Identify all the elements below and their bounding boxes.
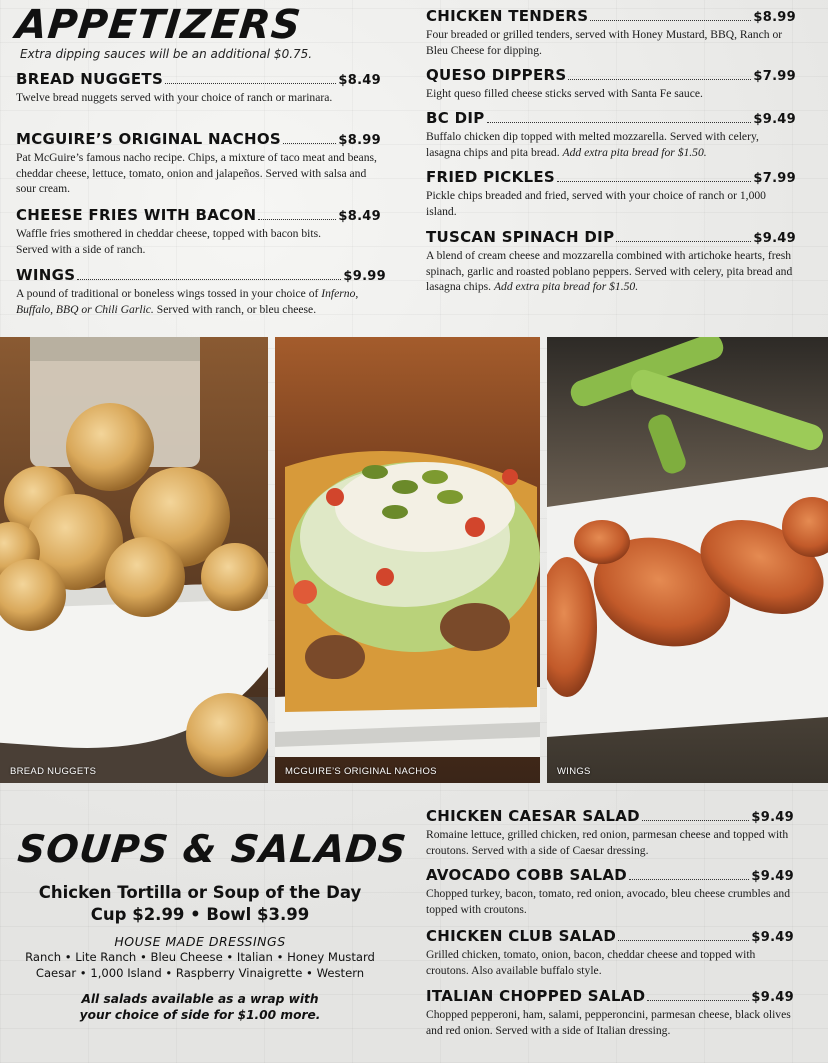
- soup-block: [0, 882, 400, 1023]
- item-description: Pickle chips breaded and fried, served with your choice of ranch or 1,000 island.: [426, 189, 766, 218]
- dipping-sauce-note: Extra dipping sauces will be an additional $0.75.: [20, 47, 313, 61]
- item-name: CHEESE FRIES WITH BACON: [16, 206, 257, 224]
- dot-leader: [647, 1000, 749, 1001]
- item-description: Eight queso filled cheese sticks served with Santa Fe sauce.: [426, 87, 703, 100]
- item-name: FRIED PICKLES: [426, 168, 556, 186]
- menu-item-chicken-caesar-salad: [426, 807, 794, 858]
- item-name: BC DIP: [426, 109, 485, 127]
- item-description: Romaine lettuce, grilled chicken, red onion, parmesan cheese and topped with croutons. Served with a side of Caesar dressing.: [426, 828, 789, 857]
- dot-leader: [283, 143, 336, 144]
- dot-leader: [557, 181, 751, 182]
- menu-item-bread-nuggets: [16, 70, 381, 106]
- item-name: AVOCADO COBB SALAD: [426, 866, 628, 884]
- wings-illustration: [547, 337, 828, 783]
- item-name: TUSCAN SPINACH DIP: [426, 228, 615, 246]
- item-price: $8.99: [338, 133, 381, 148]
- item-description-extra: Add extra pita bread for $1.50.: [562, 145, 707, 159]
- dot-leader: [165, 83, 336, 84]
- menu-item-bc-dip: [426, 109, 796, 160]
- dot-leader: [618, 940, 749, 941]
- item-price: $9.49: [753, 231, 796, 246]
- item-description: Grilled chicken, tomato, onion, bacon, cheddar cheese and topped with croutons. Also available buffalo style.: [426, 948, 756, 977]
- dot-leader: [616, 241, 751, 242]
- dot-leader: [77, 279, 341, 280]
- item-description: Waffle fries smothered in cheddar cheese, topped with bacon bits. Served with a side of ranch.: [16, 227, 322, 256]
- item-description-tail: Served with ranch, or bleu cheese.: [153, 302, 317, 316]
- item-description-main: A pound of traditional or boneless wings tossed in your choice of: [16, 287, 319, 300]
- item-price: $9.49: [751, 869, 794, 884]
- menu-item-nachos: [16, 130, 381, 197]
- menu-item-cheese-fries: [16, 206, 381, 257]
- bread-nuggets-illustration: [0, 337, 268, 783]
- item-price: $8.99: [753, 10, 796, 25]
- item-name: BREAD NUGGETS: [16, 70, 164, 88]
- item-description: Four breaded or grilled tenders, served with Honey Mustard, BBQ, Ranch or Bleu Cheese for dipping.: [426, 28, 783, 57]
- dot-leader: [258, 219, 336, 220]
- item-description: Chopped turkey, bacon, tomato, red onion, avocado, bleu cheese crumbles and topped with croutons.: [426, 887, 791, 916]
- menu-item-italian-chopped-salad: [426, 987, 794, 1038]
- item-price: $9.99: [343, 269, 386, 284]
- item-name: CHICKEN TENDERS: [426, 7, 589, 25]
- item-name: CHICKEN CLUB SALAD: [426, 927, 617, 945]
- item-description: Chopped pepperoni, ham, salami, pepperoncini, parmesan cheese, black olives and red onion. Served with a side of Italian dressing.: [426, 1008, 791, 1037]
- dressings-line-1: Ranch • Lite Ranch • Bleu Cheese • Italian • Honey Mustard: [25, 950, 375, 964]
- dot-leader: [568, 79, 751, 80]
- nachos-photo: [275, 337, 540, 783]
- wings-photo: [547, 337, 828, 783]
- item-price: $7.99: [753, 171, 796, 186]
- item-description: [16, 286, 386, 317]
- photo-caption: BREAD NUGGETS: [10, 766, 97, 777]
- photo-caption: MCGUIRE’S ORIGINAL NACHOS: [285, 766, 437, 777]
- item-price: $9.49: [751, 930, 794, 945]
- item-description: [426, 248, 796, 295]
- dot-leader: [642, 820, 749, 821]
- dot-leader: [629, 879, 749, 880]
- menu-item-chicken-club-salad: [426, 927, 794, 978]
- item-price: $8.49: [338, 73, 381, 88]
- item-price: $7.99: [753, 69, 796, 84]
- bread-nuggets-photo: [0, 337, 268, 783]
- menu-item-avocado-cobb-salad: [426, 866, 794, 917]
- nachos-illustration: [275, 337, 540, 783]
- item-name: WINGS: [16, 266, 76, 284]
- item-price: $9.49: [753, 112, 796, 127]
- menu-item-chicken-tenders: [426, 7, 796, 58]
- item-description-main: Buffalo chicken dip topped with melted mozzarella. Served with celery, lasagna chips and pita bread.: [426, 130, 759, 159]
- item-description-sauces: Inferno, Buffalo, BBQ or Chili Garlic.: [16, 287, 359, 316]
- item-name: QUESO DIPPERS: [426, 66, 567, 84]
- menu-item-fried-pickles: [426, 168, 796, 219]
- appetizers-title: APPETIZERS: [13, 2, 304, 48]
- item-description: Twelve bread nuggets served with your choice of ranch or marinara.: [16, 91, 333, 104]
- dressings-line-2: Caesar • 1,000 Island • Raspberry Vinaigrette • Western: [35, 966, 365, 980]
- soup-line-1: Chicken Tortilla or Soup of the Day: [38, 883, 362, 902]
- dot-leader: [590, 20, 751, 21]
- dressings-title: HOUSE MADE DRESSINGS: [114, 934, 286, 949]
- photo-caption: WINGS: [557, 766, 591, 777]
- dot-leader: [487, 122, 752, 123]
- item-description: Pat McGuire’s famous nacho recipe. Chips, a mixture of taco meat and beans, cheddar cheese, lettuce, tomato, onion and jalapeños. Served with salsa and sour cream.: [16, 151, 377, 195]
- item-name: ITALIAN CHOPPED SALAD: [426, 987, 646, 1005]
- item-description-main: A blend of cream cheese and mozzarella combined with artichoke hearts, fresh spinach, garlic and roasted poblano peppers. Served with celery, pita bread and lasagna chips.: [426, 249, 793, 293]
- soup-line-2: Cup $2.99 • Bowl $3.99: [90, 905, 310, 924]
- wrap-note-line-2: your choice of side for $1.00 more.: [79, 1008, 321, 1022]
- item-description: [426, 129, 796, 160]
- item-price: $9.49: [751, 990, 794, 1005]
- item-name: CHICKEN CAESAR SALAD: [426, 807, 640, 825]
- item-price: $8.49: [338, 209, 381, 224]
- wrap-note-line-1: All salads available as a wrap with: [81, 992, 319, 1006]
- item-name: MCGUIRE’S ORIGINAL NACHOS: [16, 130, 282, 148]
- item-price: $9.49: [751, 810, 794, 825]
- menu-item-tuscan-spinach-dip: [426, 228, 796, 295]
- soups-salads-title: SOUPS & SALADS: [15, 827, 409, 871]
- menu-item-queso-dippers: [426, 66, 796, 102]
- menu-item-wings: [16, 266, 386, 317]
- item-description-extra: Add extra pita bread for $1.50.: [493, 280, 639, 293]
